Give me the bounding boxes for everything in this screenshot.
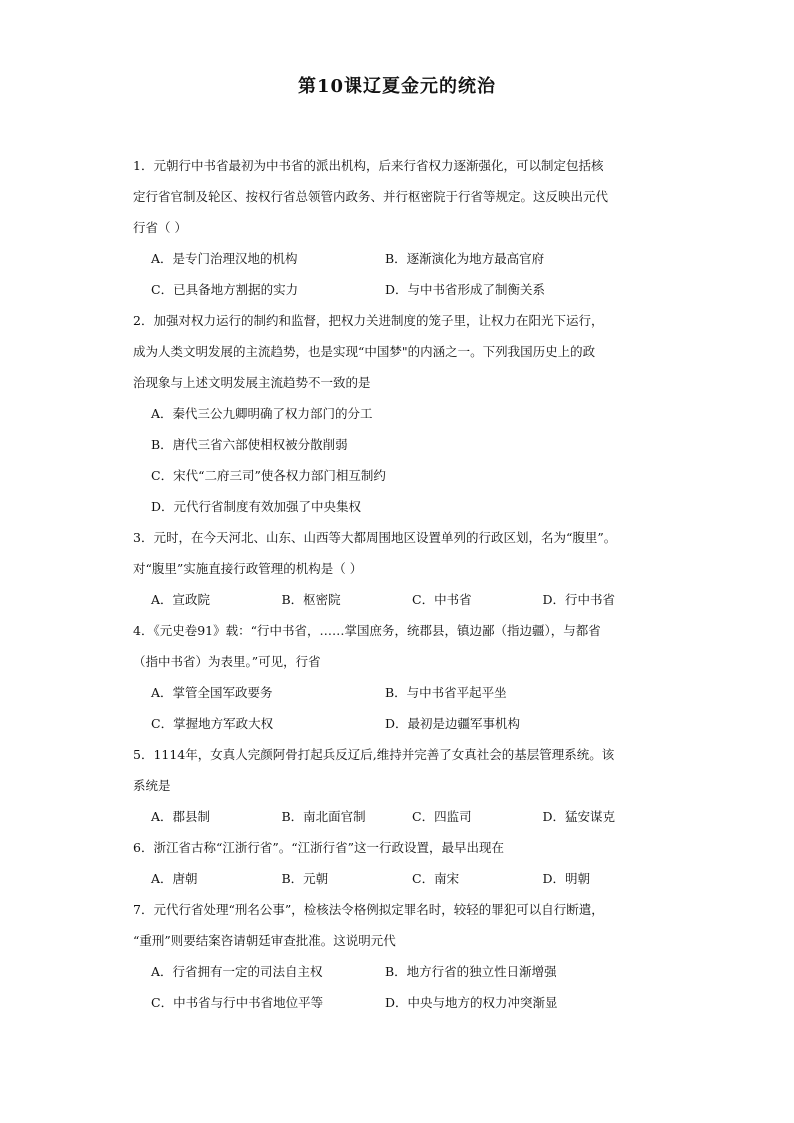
question-3-option-c[interactable]: C．中书省 [412, 592, 472, 607]
question-1-option-d[interactable]: D．与中书省形成了制衡关系 [385, 282, 546, 297]
question-5-options-row [133, 801, 673, 832]
question-7-option-b[interactable]: B．地方行省的独立性日渐增强 [385, 964, 557, 979]
question-3 [133, 522, 673, 615]
question-1-option-b[interactable]: B．逐渐演化为地方最高官府 [385, 251, 545, 266]
question-1-stem-line-2: 定行省官制及轮区、按权行省总领管内政务、并行枢密院于行省等规定。这反映出元代 [133, 189, 609, 204]
question-6-option-d[interactable]: D．明朝 [542, 871, 591, 886]
question-4-option-c[interactable]: C．掌握地方军政大权 [151, 716, 274, 731]
question-1-stem-line-3: 行省（ ） [133, 220, 187, 235]
question-7-stem-line-1: 7．元代行省处理“刑名公事”，检核法令格例拟定罪名时，较轻的罪犯可以自行断遣， [133, 902, 604, 917]
question-4-option-b[interactable]: B．与中书省平起平坐 [385, 685, 507, 700]
question-2-options-row-2 [133, 429, 673, 460]
question-1-options-row-2 [133, 274, 673, 305]
question-7 [133, 894, 673, 1018]
question-7-option-c[interactable]: C．中书省与行中书省地位平等 [151, 995, 324, 1010]
question-7-stem-line-2: “重刑”则要结案咨请朝廷审查批准。这说明元代 [133, 933, 396, 948]
question-6-option-b[interactable]: B．元朝 [281, 871, 329, 886]
question-5-option-d[interactable]: D．猛安谋克 [542, 809, 616, 824]
question-6-option-c[interactable]: C．南宋 [412, 871, 460, 886]
question-4-options-row-2 [133, 708, 673, 739]
question-3-options-row [133, 584, 673, 615]
question-2-option-a[interactable]: A．秦代三公九卿明确了权力部门的分工 [151, 406, 373, 421]
question-1-option-a[interactable]: A．是专门治理汉地的机构 [151, 251, 298, 266]
question-3-stem-line-2: 对“腹里”实施直接行政管理的机构是（ ） [133, 561, 363, 576]
question-5-option-c[interactable]: C．四监司 [412, 809, 472, 824]
question-7-option-a[interactable]: A．行省拥有一定的司法自主权 [151, 964, 323, 979]
question-1-stem-line-1: 1．元朝行中书省最初为中书省的派出机构，后来行省权力逐渐强化，可以制定包括核 [133, 158, 604, 173]
question-4-option-a[interactable]: A．掌管全国军政要务 [151, 685, 273, 700]
question-3-stem-line-1: 3．元时，在今天河北、山东、山西等大都周围地区设置单列的行政区划，名为“腹里”。 [133, 530, 617, 545]
question-2-stem-line-1: 2．加强对权力运行的制约和监督，把权力关进制度的笼子里，让权力在阳光下运行， [133, 313, 604, 328]
question-1-option-c[interactable]: C．已具备地方割据的实力 [151, 282, 299, 297]
question-2-options-row-3 [133, 460, 673, 491]
question-7-option-d[interactable]: D．中央与地方的权力冲突渐显 [385, 995, 558, 1010]
question-5 [133, 739, 673, 832]
question-5-option-a[interactable]: A．郡县制 [151, 809, 211, 824]
question-6-stem-line-1: 6．浙江省古称“江浙行省”。“江浙行省”这一行政设置，最早出现在 [133, 840, 505, 855]
question-5-stem-line-1: 5．1114年，女真人完颜阿骨打起兵反辽后,维持并完善了女真社会的基层管理系统。该 [133, 747, 615, 762]
question-4-options-row-1 [133, 677, 673, 708]
question-6-options-row [133, 863, 673, 894]
question-5-stem-line-2: 系统是 [133, 778, 171, 793]
question-1-options-row-1 [133, 243, 673, 274]
question-2-option-b[interactable]: B．唐代三省六部使相权被分散削弱 [151, 437, 348, 452]
question-6 [133, 832, 673, 894]
question-7-options-row-2 [133, 987, 673, 1018]
question-2 [133, 305, 673, 522]
question-4-option-d[interactable]: D．最初是边疆军事机构 [385, 716, 521, 731]
question-2-option-c[interactable]: C．宋代“二府三司”使各权力部门相互制约 [151, 468, 386, 483]
question-2-option-d[interactable]: D．元代行省制度有效加强了中央集权 [151, 499, 362, 514]
question-3-option-d[interactable]: D．行中书省 [542, 592, 616, 607]
question-3-option-a[interactable]: A．宣政院 [151, 592, 211, 607]
question-2-stem-line-3: 治现象与上述文明发展主流趋势不一致的是 [133, 375, 371, 390]
question-4-stem-line-1: 4．《元史卷91》载：“行中书省，……掌国庶务，统郡县，镇边鄙（指边疆），与都省 [133, 623, 601, 638]
question-3-option-b[interactable]: B．枢密院 [281, 592, 341, 607]
question-2-stem-line-2: 成为人类文明发展的主流趋势，也是实现“中国梦"的内涵之一。下列我国历史上的政 [133, 344, 596, 359]
question-5-option-b[interactable]: B．南北面官制 [281, 809, 366, 824]
question-2-options-row-1 [133, 398, 673, 429]
question-7-options-row-1 [133, 956, 673, 987]
question-6-option-a[interactable]: A．唐朝 [151, 871, 198, 886]
question-list [133, 150, 673, 1018]
question-2-options-row-4 [133, 491, 673, 522]
question-4-stem-line-2: （指中书省）为表里。”可见，行省 [133, 654, 321, 669]
question-1 [133, 150, 673, 305]
question-4 [133, 615, 673, 739]
page-title: 第10课辽夏金元的统治 [297, 76, 497, 97]
